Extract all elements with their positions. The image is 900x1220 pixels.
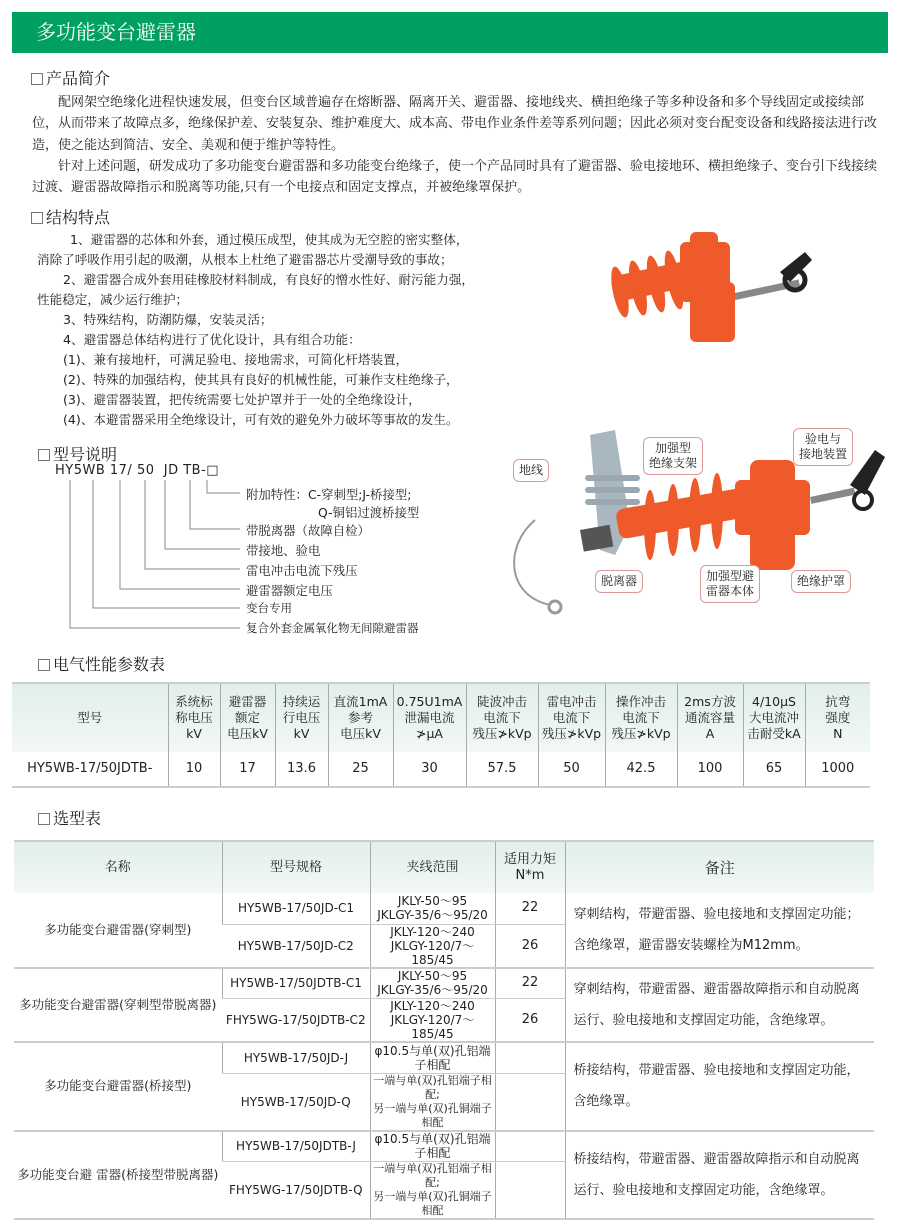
feature-line: 3、特殊结构，防潮防爆，安装灵活； [63,312,273,327]
product-name: 多功能变台避雷器(桥接型) [14,1042,222,1131]
column-header: 雷电冲击 电流下 残压≯kVp [538,683,605,752]
model-label: 复合外套金属氧化物无间隙避雷器 [246,621,419,635]
table-cell: 10 [168,752,220,787]
column-header: 避雷器 额定 电压kV [220,683,275,752]
model-label: 雷电冲击电流下残压 [246,563,358,578]
feature-line: (2)、特殊的加强结构，使其具有良好的机械性能，可兼作支柱绝缘子， [63,372,459,387]
note-line: 桥接结构，带避雷器、验电接地和支撑固定功能， [573,1063,860,1079]
model-code: HY5WB 17/ 50 JD TB-□ [55,463,220,478]
column-header: 4/10μS 大电流冲 击耐受kA [743,683,805,752]
feature-line: (4)、本避雷器采用全绝缘设计，可有效的避免外力破坏等事故的发生。 [63,412,459,427]
callout-ground-wire: 地线 [513,459,549,482]
product-name: 多功能变台避雷器(穿刺型带脱离器) [14,968,222,1043]
feature-line: 1、避雷器的芯体和外套，通过模压成型，使其成为无空腔的密实整体， [70,232,469,247]
intro-heading: 产品简介 [31,66,110,89]
feature-line: (1)、兼有接地杆，可满足验电、接地需求，可简化杆塔装置， [63,352,409,367]
column-header: 备注 [565,841,874,893]
selection-table [14,840,874,1220]
torque: 26 [495,924,565,968]
model-spec: HY5WB-17/50JDTB-C1 [222,968,370,999]
clamp-range: JKLY-50～95 JKLGY-35/6～95/20 [370,968,495,999]
checkbox-square-icon [38,659,50,671]
column-header: 型号 [12,683,168,752]
banner-title: 多功能变台避雷器 [36,20,196,44]
table-cell: 1000 [805,752,870,787]
column-header: 陡波冲击 电流下 残压≯kVp [466,683,538,752]
clamp-range: 一端与单(双)孔铝端子相配; 另一端与单(双)孔铜端子相配 [370,1162,495,1220]
model-label: 带接地、验电 [246,543,321,558]
clamp-range: φ10.5与单(双)孔铝端子相配 [370,1131,495,1162]
clamp-range: JKLY-120～240 JKLGY-120/7～185/45 [370,999,495,1043]
torque: 22 [495,968,565,999]
table-row [14,1042,874,1073]
intro-text [32,92,878,198]
feature-line: 消除了呼吸作用引起的吸潮，从根本上杜绝了避雷器芯片受潮导致的事故； [37,252,453,267]
note [565,893,874,968]
callout-disconnector: 脱离器 [595,570,643,593]
feature-line: 2、避雷器合成外套用硅橡胶材料制成，有良好的憎水性好、耐污能力强， [63,272,475,287]
model-spec: FHY5WG-17/50JDTB-C2 [222,999,370,1043]
intro-paragraph: 针对上述问题，研发成功了多功能变台避雷器和多功能变台绝缘子，使一个产品同时具有了避雷器、验电接地环、横担绝缘子、变台引下线接续过渡、避雷器故障指示和脱离等功能,只有一个电接点和固定支撑点，并被绝缘罩保护。 [32,158,878,196]
column-header: 名称 [14,841,222,893]
model-spec: HY5WB-17/50JD-J [222,1042,370,1073]
column-header: 抗弯 强度 N [805,683,870,752]
table-cell: 100 [677,752,743,787]
table-row [14,1131,874,1162]
torque [495,1073,565,1131]
callout-insulating-cover: 绝缘护罩 [791,570,851,593]
callout-insulating-bracket: 加强型 绝缘支架 [643,437,703,475]
clamp-range: φ10.5与单(双)孔铝端子相配 [370,1042,495,1073]
checkbox-square-icon [31,212,43,224]
model-label: 变台专用 [246,601,292,615]
model-diagram-lines [0,478,250,638]
model-spec: HY5WB-17/50JD-Q [222,1073,370,1131]
column-header: 夹线范围 [370,841,495,893]
page-banner [12,12,888,53]
column-header: 0.75U1mA 泄漏电流 ≯μA [393,683,466,752]
feature-line: (3)、避雷器装置，把传统需要七处护罩并于一处的全绝缘设计， [63,392,421,407]
clamp-range: JKLY-120～240 JKLGY-120/7～185/45 [370,924,495,968]
model-spec: FHY5WG-17/50JDTB-Q [222,1162,370,1220]
features-list [37,230,567,430]
model-label: 带脱离器（故障自检） [246,523,370,538]
table-cell: 13.6 [275,752,328,787]
selection-heading: 选型表 [38,806,101,829]
intro-paragraph: 配网架空绝缘化进程快速发展，但变台区域普遍存在熔断器、隔离开关、避雷器、接地线夹、横担绝缘子等多种设备和多个导线固定或接续部位，从而带来了故障点多，绝缘保护差、安装复杂、维护难度大、成本高、带电作业条件差等系列问题；因此必须对变台配变设备和线路接法进行改造，使之能达到简洁、安全、美观和便于维护等特性。 [32,95,878,153]
features-heading: 结构特点 [31,205,110,228]
electrical-table [12,682,870,788]
table-row [12,752,870,787]
table-cell: 17 [220,752,275,787]
column-header: 适用力矩 N*m [495,841,565,893]
table-cell: 42.5 [605,752,677,787]
model-spec: HY5WB-17/50JD-C1 [222,893,370,924]
clamp-range: 一端与单(双)孔铝端子相配; 另一端与单(双)孔铜端子相配 [370,1073,495,1131]
column-header: 操作冲击 电流下 残压≯kVp [605,683,677,752]
note [565,1042,874,1131]
column-header: 系统标 称电压 kV [168,683,220,752]
model-label: 避雷器额定电压 [246,583,333,598]
product-name: 多功能变台避雷器(穿刺型) [14,893,222,968]
feature-line: 性能稳定，减少运行维护； [37,292,189,307]
model-heading: 型号说明 [38,442,117,465]
electrical-heading: 电气性能参数表 [38,652,165,675]
model-label: 附加特性：C-穿刺型;J-桥接型; [246,487,412,502]
table-cell: 65 [743,752,805,787]
torque [495,1042,565,1073]
checkbox-square-icon [38,813,50,825]
checkbox-square-icon [38,449,50,461]
note-line: 运行、验电接地和支撑固定功能，含绝缘罩。 [573,1012,834,1028]
column-header: 2ms方波 通流容量 A [677,683,743,752]
note [565,1131,874,1220]
torque: 26 [495,999,565,1043]
model-label: Q-铜铝过渡桥接型 [318,505,420,520]
column-header: 直流1mA 参考 电压kV [328,683,393,752]
table-row [14,893,874,924]
table-row [14,968,874,999]
table-cell: 30 [393,752,466,787]
model-spec: HY5WB-17/50JD-C2 [222,924,370,968]
column-header: 持续运 行电压 kV [275,683,328,752]
product-photo [580,222,830,362]
callout-grounding-device: 验电与 接地装置 [793,428,853,466]
note [565,968,874,1043]
feature-line: 4、避雷器总体结构进行了优化设计，具有组合功能： [63,332,361,347]
note-line: 桥接结构，带避雷器、避雷器故障指示和自动脱离 [573,1151,860,1167]
torque: 22 [495,893,565,924]
table-cell: 57.5 [466,752,538,787]
column-header: 型号规格 [222,841,370,893]
table-cell: 25 [328,752,393,787]
table-cell: 50 [538,752,605,787]
note-line: 含绝缘罩。 [573,1094,639,1110]
note-line: 运行、验电接地和支撑固定功能，含绝缘罩。 [573,1182,834,1198]
clamp-range: JKLY-50～95 JKLGY-35/6～95/20 [370,893,495,924]
torque [495,1131,565,1162]
torque [495,1162,565,1220]
callout-arrester-body: 加强型避 雷器本体 [700,565,760,603]
checkbox-square-icon [31,73,43,85]
note-line: 穿刺结构，带避雷器、避雷器故障指示和自动脱离 [573,981,860,997]
model-spec: HY5WB-17/50JDTB-J [222,1131,370,1162]
note-line: 含绝缘罩，避雷器安装螺栓为M12mm。 [573,937,809,953]
note-line: 穿刺结构，带避雷器、验电接地和支撑固定功能； [573,906,860,922]
table-cell: HY5WB-17/50JDTB- [27,761,153,776]
product-name: 多功能变台避 雷器(桥接型带脱离器) [14,1131,222,1220]
